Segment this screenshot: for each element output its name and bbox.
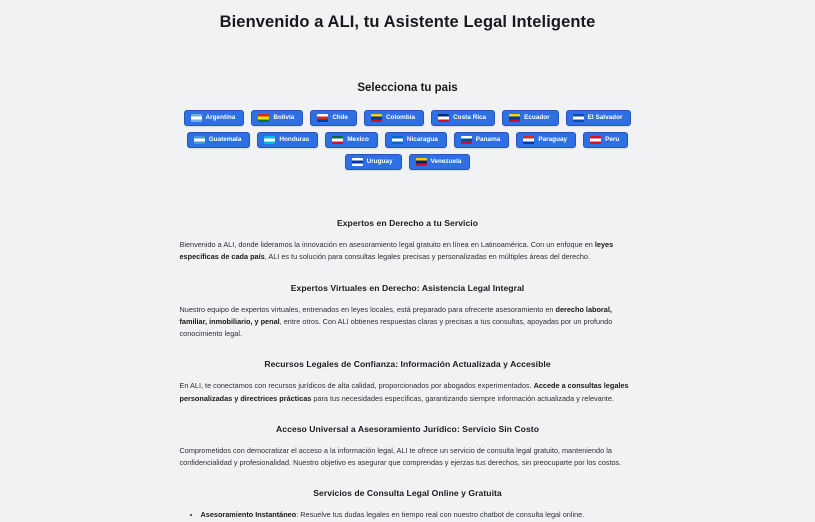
country-button-label: Venezuela [430,158,462,166]
country-button-panama[interactable] [454,132,510,148]
country-button-row [193,154,623,170]
paragraph-emphasis: Accede a consultas legales personalizadas y directrices prácticas [179,381,629,403]
country-button-chile[interactable] [310,110,357,126]
section-paragraph [180,239,636,264]
flag-paraguay-icon [523,136,534,144]
country-selector-section [0,82,815,170]
country-button-mexico[interactable] [325,132,378,148]
country-button-guatemala[interactable] [187,132,251,148]
section-heading: Recursos Legales de Confianza: Información Actualizada y Accesible [264,359,551,370]
paragraph-text: Nuestro equipo de expertos virtuales, entrenados en leyes locales, está preparado para ofrecerte asesoramiento en [179,304,556,314]
country-button-label: Honduras [279,136,310,144]
country-button-grid [193,110,623,170]
flag-argentina-icon [191,114,202,122]
flag-chile-icon [317,114,328,122]
country-button-label: Argentina [205,114,236,122]
article-content [180,176,636,522]
country-button-peru[interactable] [583,132,628,148]
country-button-label: Nicaragua [406,136,438,144]
country-button-label: Guatemala [208,136,242,144]
country-button-argentina[interactable] [184,110,245,126]
paragraph-text: Comprometidos con democratizar el acceso a la información legal, ALI te ofrece un servicio de consulta legal gratuito, manteniendo la confidencialidad y profesionalidad. Nuestro objetivo es asegurar que comprendas y ejerzas tus derechos, sin preocuparte por los costos. [179,445,622,467]
section-heading: Acceso Universal a Asesoramiento Jurídico: Servicio Sin Costo [275,423,540,434]
country-button-venezuela[interactable] [409,154,471,170]
list-item [201,509,636,521]
flag-mexico-icon [332,136,343,144]
flag-guatemala-icon [194,136,205,144]
country-button-label: El Salvador [587,114,623,122]
paragraph-text: Bienvenido a ALI, donde lideramos la innovación en asesoramiento legal gratuito en línea en Latinoamérica. Con un enfoque en [179,240,595,249]
services-list [180,509,636,521]
section-paragraph [180,380,636,405]
section-paragraph [180,304,636,341]
paragraph-text: , ALI es tu solución para consultas legales precisas y personalizadas en múltiples áreas del derecho. [264,252,590,262]
country-button-paraguay[interactable] [516,132,576,148]
country-button-ecuador[interactable] [502,110,559,126]
flag-uruguay-icon [352,158,363,166]
content-section [180,424,636,470]
country-button-bolivia[interactable] [251,110,303,126]
paragraph-text: para tus necesidades específicas, garantizando siempre información actualizada y relevante. [311,393,614,403]
country-button-label: Peru [605,136,620,144]
flag-el-salvador-icon [573,114,584,122]
flag-honduras-icon [264,136,275,144]
country-button-row [193,132,623,148]
flag-costa-rica-icon [438,114,449,122]
content-section [180,359,636,405]
list-item-title: Asesoramiento Instantáneo [200,510,297,520]
country-button-label: Mexico [347,136,369,144]
paragraph-emphasis: leyes específicas de cada país [179,240,614,262]
country-button-label: Colombia [385,114,416,122]
country-button-nicaragua[interactable] [385,132,447,148]
section-paragraph [180,445,636,470]
country-selector-heading: Selecciona tu pais [357,82,458,94]
country-button-label: Chile [332,114,348,122]
flag-nicaragua-icon [392,136,403,144]
paragraph-text: En ALI, te conectamos con recursos jurídicos de alta calidad, proporcionados por abogados experimentados. [179,381,534,391]
country-button-costa-rica[interactable] [431,110,495,126]
paragraph-emphasis: derecho laboral, familiar, inmobiliario, y penal [179,304,612,326]
country-button-el-salvador[interactable] [566,110,632,126]
content-section [180,218,636,264]
services-section [180,488,636,521]
flag-venezuela-icon [416,158,427,166]
flag-bolivia-icon [258,114,269,122]
section-heading: Expertos Virtuales en Derecho: Asistencia Legal Integral [290,282,525,293]
flag-colombia-icon [371,114,382,122]
section-heading: Expertos en Derecho a tu Servicio [336,218,479,228]
country-button-colombia[interactable] [364,110,424,126]
flag-ecuador-icon [509,114,520,122]
country-button-label: Bolivia [273,114,295,122]
country-button-label: Uruguay [366,158,393,166]
list-item-text: : Resuelve tus dudas legales en tiempo real con nuestro chatbot de consulta legal online. [296,510,585,520]
flag-panama-icon [461,136,472,144]
country-button-label: Panama [475,136,501,144]
content-section [180,283,636,341]
country-button-row [193,110,623,126]
flag-peru-icon [590,136,601,144]
services-heading: Servicios de Consulta Legal Online y Gratuita [313,488,502,499]
country-button-label: Paraguay [538,136,568,144]
paragraph-text: , entre otros. Con ALI obtienes respuestas claras y precisas a tus consultas, apoyadas por un profundo conocimiento legal. [179,316,613,338]
country-button-uruguay[interactable] [345,154,402,170]
page-title: Bienvenido a ALI, tu Asistente Legal Inteligente [219,13,596,31]
country-button-honduras[interactable] [257,132,318,148]
country-button-label: Costa Rica [453,114,487,122]
country-button-label: Ecuador [524,114,550,122]
